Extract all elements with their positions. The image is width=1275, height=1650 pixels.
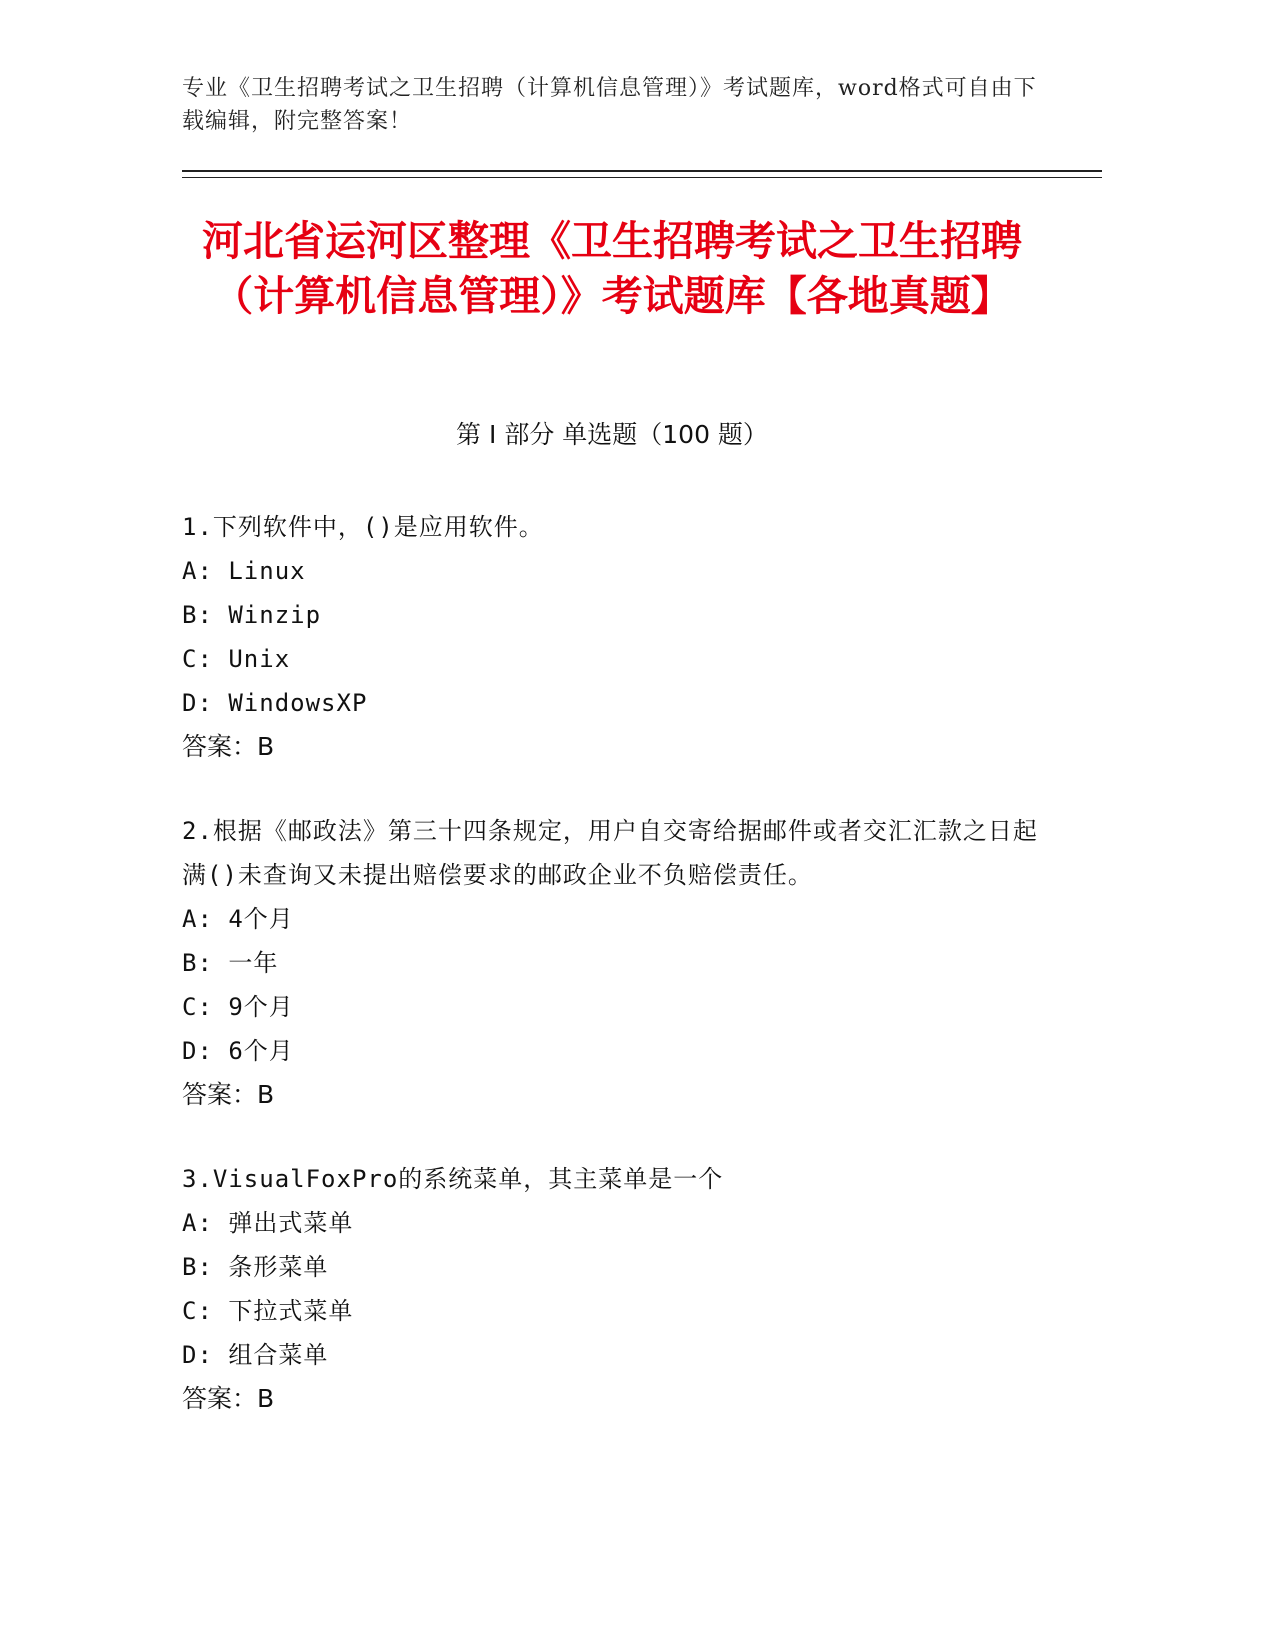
option-a: A: 4个月 xyxy=(182,905,294,933)
option-c: C: 下拉式菜单 xyxy=(182,1297,354,1325)
option-a: A: Linux xyxy=(182,557,306,585)
question-1 xyxy=(182,505,1042,769)
question-3 xyxy=(182,1157,1042,1421)
answer-line: 答案：B xyxy=(182,1080,275,1109)
header-divider-thin xyxy=(182,177,1102,178)
option-a: A: 弹出式菜单 xyxy=(182,1209,354,1237)
question-stem: 2.根据《邮政法》第三十四条规定，用户自交寄给据邮件或者交汇汇款之日起满()未查询又未提出赔偿要求的邮政企业不负赔偿责任。 xyxy=(182,817,1038,889)
option-c: C: Unix xyxy=(182,645,291,673)
option-b: B: Winzip xyxy=(182,601,322,629)
answer-line: 答案：B xyxy=(182,1384,275,1413)
question-2 xyxy=(182,809,1042,1117)
question-stem: 1.下列软件中，()是应用软件。 xyxy=(182,513,544,541)
question-list xyxy=(182,505,1042,1461)
option-d: D: 6个月 xyxy=(182,1037,294,1065)
question-stem: 3.VisualFoxPro的系统菜单，其主菜单是一个 xyxy=(182,1165,724,1193)
option-d: D: WindowsXP xyxy=(182,689,368,717)
option-b: B: 一年 xyxy=(182,949,279,977)
option-b: B: 条形菜单 xyxy=(182,1253,329,1281)
header-divider-thick xyxy=(182,170,1102,172)
option-d: D: 组合菜单 xyxy=(182,1341,329,1369)
section-heading: 第 I 部分 单选题（100 题） xyxy=(456,420,768,449)
header-note: 专业《卫生招聘考试之卫生招聘（计算机信息管理）》考试题库，word格式可自由下载编辑，附完整答案！ xyxy=(182,76,1037,134)
answer-line: 答案：B xyxy=(182,732,275,761)
option-c: C: 9个月 xyxy=(182,993,294,1021)
document-title: 河北省运河区整理《卫生招聘考试之卫生招聘（计算机信息管理）》考试题库【各地真题】 xyxy=(202,217,1022,320)
